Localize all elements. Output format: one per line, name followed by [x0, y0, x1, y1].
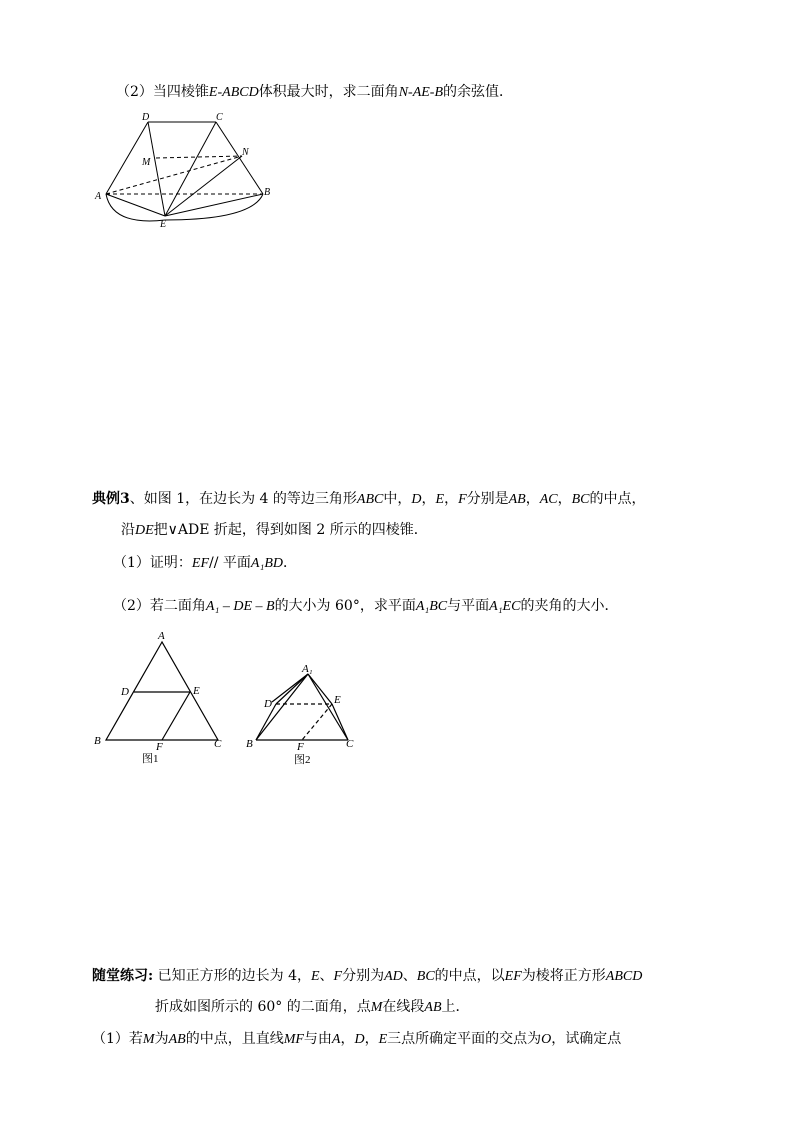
- label-D: D: [264, 698, 272, 710]
- label-B: B: [94, 735, 101, 747]
- practice-line2: 折成如图所示的 60° 的二面角，点M在线段AB上．: [155, 999, 470, 1015]
- label-A: A: [158, 630, 165, 642]
- label-D: D: [121, 686, 129, 698]
- label-C: C: [214, 738, 222, 750]
- practice-line3: （1）若M为AB的中点，且直线MF与由A，D，E三点所确定平面的交点为O，试确定点: [92, 1031, 622, 1047]
- example3-part2: （2）若二面角A₁ – DE – B的大小为 60°，求平面A₁BC与平面A₁EC的夹角的大小．: [113, 598, 619, 614]
- triangle-figure: [92, 630, 242, 770]
- label-F: F: [297, 741, 304, 753]
- figure1-caption: 图1: [142, 753, 159, 765]
- pyramid-figure: [92, 108, 292, 238]
- figure2-caption: 图2: [294, 754, 311, 766]
- label-A1: A₁: [302, 663, 313, 675]
- label-B: B: [264, 187, 271, 198]
- label-C: C: [346, 738, 354, 750]
- q2-text: （2）当四棱锥E-ABCD体积最大时，求二面角N-AE-B的余弦值．: [116, 84, 514, 100]
- example3-line1: 典例3、如图 1，在边长为 4 的等边三角形ABC中，D，E，F分别是AB，AC，BC的中点，: [92, 491, 646, 507]
- label-E: E: [193, 685, 200, 697]
- label-N: N: [242, 147, 249, 158]
- label-C: C: [216, 112, 223, 123]
- label-M: M: [142, 157, 151, 168]
- label-E: E: [160, 219, 167, 230]
- example3-line2: 沿DE把∨ADE 折起，得到如图 2 所示的四棱锥．: [121, 522, 428, 538]
- label-F: F: [156, 741, 163, 753]
- example3-part1: （1）证明：EF// 平面A₁BD．: [113, 555, 298, 571]
- pyramid2-figure: [242, 630, 372, 770]
- practice-line1: 随堂练习: 已知正方形的边长为 4，E、F分别为AD、BC的中点，以EF为棱将正方形ABCD: [92, 968, 643, 984]
- label-A: A: [95, 191, 102, 202]
- label-E: E: [334, 694, 341, 706]
- label-B: B: [246, 738, 253, 750]
- label-D: D: [142, 112, 150, 123]
